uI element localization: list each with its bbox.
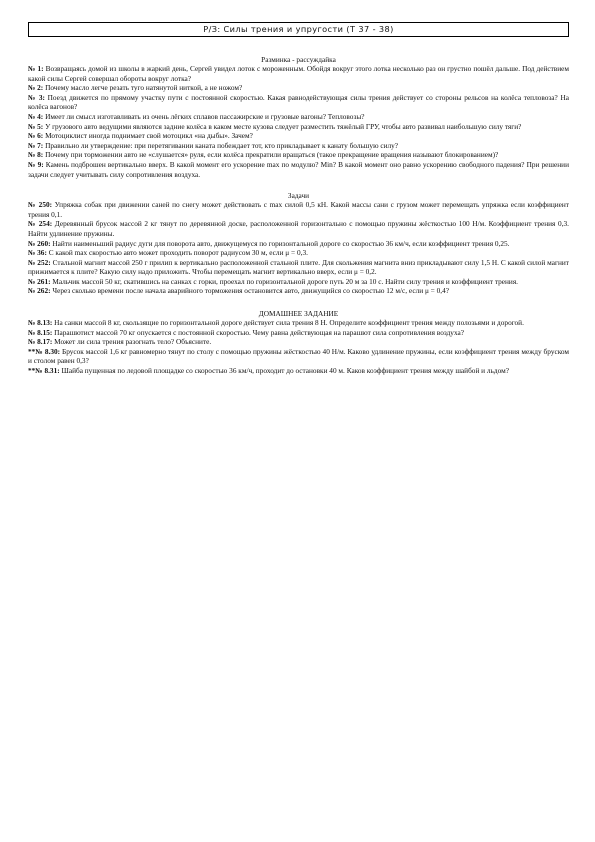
question-number: № 2: [28,83,44,93]
task-number: № 36: [28,248,47,258]
question-text: Правильно ли утверждение: при перетягивании каната побеждает тот, кто прикладывает к канату большую силу? [43,140,399,150]
task-item [28,200,569,219]
question-text: Поезд движется по прямому участку пути с постоянной скоростью. Какая равнодействующая силы трения действует со стороны рельсов на колёса тепловоза? На колёса вагонов? [28,92,569,112]
question-text: Мотоциклист иногда поднимает свой мотоцикл «на дыбы». Зачем? [43,131,253,141]
homework-number: № 8.17: [28,337,53,347]
worksheet-content [28,55,569,376]
task-item [28,286,569,296]
section-title-reasoning: Разминка - рассуждайка [261,55,336,64]
question-text: Камень подброшен вертикально вверх. В какой момент его ускорение max по модулю? Min? В какой момент оно равно ускорению свободного падения? При решении задачи следует учитывать силу сопротивления воздуха. [28,159,569,179]
task-number: № 254: [28,219,53,229]
task-number: № 261: [28,276,51,286]
task-number: № 262: [28,286,51,296]
homework-number: **№ 8.31: [28,366,60,376]
homework-text: Брусок массой 1,6 кг равномерно тянут по столу с помощью пружины жёсткостью 40 Н/м. Каково удлинение пружины, если коэффициент трения между бруском и столом равен 0,3? [28,346,570,366]
question-number: № 5: [28,121,44,131]
worksheet-header: Р/З: Силы трения и упругости (Т 37 - 38) [28,22,569,37]
task-text: Через сколько времени после начала аварийного торможения остановится авто, движущийся со скоростью 12 м/с, если μ = 0,4? [50,286,449,296]
question-number: № 4: [28,111,44,121]
question-item [28,93,569,112]
question-number: № 7: [28,140,44,150]
question-text: Возвращаясь домой из школы в жаркий день, Сергей увидел лоток с мороженным. Обойдя вокруг этого лотка несколько раз он грустно пошёл дальше. Под действием какой силы Сергей совершал обороты вокруг лотка? [28,64,569,83]
homework-text: Шайба пущенная по ледовой площадке со скоростью 36 км/ч, проходит до остановки 40 м. Каков коэффициент трения между шайбой и льдом? [59,366,509,376]
section-title-homework: ДОМАШНЕЕ ЗАДАНИЕ [258,309,339,319]
question-text: Почему при торможении авто не «слушается» руля, если колёса прекратили вращаться (такое прекращение вращения называют блокированием)? [43,150,499,160]
question-item [28,122,569,132]
task-item [28,219,569,238]
question-item [28,112,569,122]
task-text: Найти наименьший радиус дуги для поворота авто, движущемуся по горизонтальной дороге со скоростью 36 км/ч, если коэффициент трения 0,25. [50,238,510,248]
homework-item [28,366,569,376]
task-number: № 250: [28,200,53,210]
homework-number: **№ 8.30: [28,346,61,356]
section-spacer [28,296,569,309]
task-item [28,239,569,249]
question-number: № 9: [28,159,44,169]
question-item [28,131,569,141]
homework-text: На санки массой 8 кг, скользящие по горизонтальной дороге действует сила трения 8 Н. Определите коэффициент трения между полозьями и дорогой. [52,318,524,328]
question-text: У грузового авто ведущими являются задние колёса в каком месте кузова следует разместить тяжёлый ГРУ, чтобы авто развивал наибольшую силу тяги? [43,121,522,131]
task-item [28,277,569,287]
homework-item [28,328,569,338]
task-text: Деревянный брусок массой 2 кг тянут по деревянной доске, расположенной горизонтально с помощью пружины жёсткостью 100 Н/м. Коэффициент трения 0,3. Найти удлинение пружины. [28,219,569,238]
section-reasoning [28,55,569,179]
question-item [28,83,569,93]
task-text: Мальчик массой 50 кг, скатившись на санках с горки, проехал по горизонтальной дороге путь 20 м за 10 с. Найти силу трения и коэффициент трения. [50,276,519,286]
homework-number: № 8.13: [28,318,53,328]
question-item [28,64,569,83]
task-item [28,248,569,258]
question-item [28,160,569,179]
question-number: № 1: [28,64,44,73]
homework-text: Может ли сила трения разогнать тело? Объясните. [52,337,212,347]
task-text: С какой max скоростью авто может проходить поворот радиусом 30 м, если μ = 0,3. [46,248,308,258]
question-number: № 8: [28,150,44,160]
task-item [28,258,569,277]
question-text: Почему масло легче резать туго натянутой ниткой, а не ножом? [43,83,243,93]
section-spacer [28,179,569,191]
question-item [28,141,569,151]
homework-item [28,337,569,347]
task-text: Стальной магнит массой 250 г прилип к вертикально расположенной стальной плите. Для скольжения магнита вниз прикладывают силу 1,5 Н. С какой силой магнит прижимается к плите? Какую силу надо приложить. Чтобы перемещать магнит вертикально вверх, если μ = 0,2. [28,257,569,277]
question-number: № 3: [28,92,45,102]
question-item [28,150,569,160]
homework-item [28,318,569,328]
section-title-tasks: Задачи [287,191,310,201]
question-number: № 6: [28,131,44,141]
task-number: № 260: [28,238,51,248]
task-text: Упряжка собак при движении саней по снегу может действовать с max силой 0,5 кН. Какой массы сани с грузом может перемещать упряжка если коэффициент трения 0,1. [28,200,569,219]
question-text: Имеет ли смысл изготавливать из очень лёгких сплавов пассажирские и грузовые вагоны? Тепловозы? [43,111,365,121]
homework-number: № 8.15: [28,327,53,337]
section-homework [28,309,569,376]
homework-text: Парашютист массой 70 кг опускается с постоянной скоростью. Чему равна действующая на парашют сила сопротивления воздуха? [52,327,464,337]
task-number: № 252: [28,257,51,267]
section-tasks [28,191,569,296]
homework-item [28,347,569,366]
